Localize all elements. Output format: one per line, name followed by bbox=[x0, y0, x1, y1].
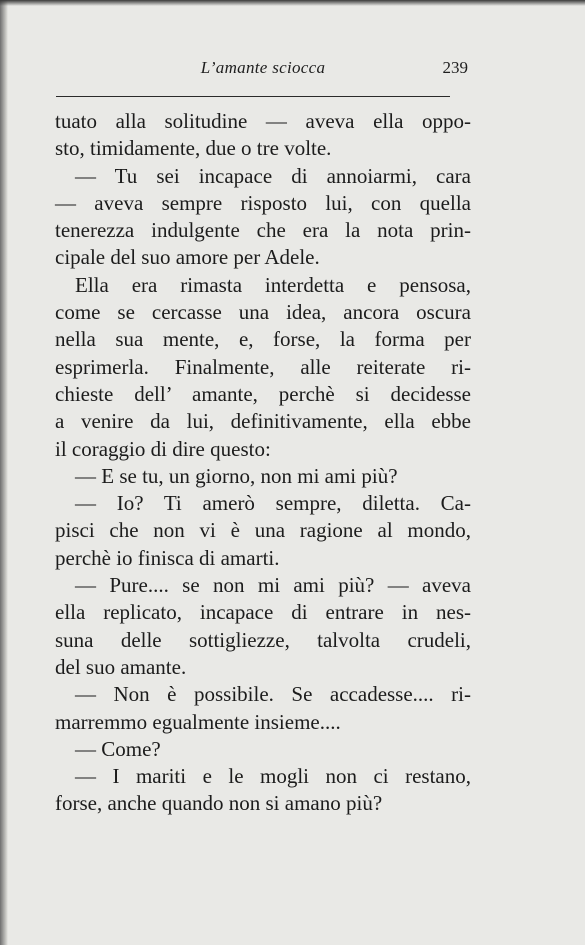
running-title: L’amante sciocca bbox=[200, 58, 326, 77]
text-line: pisci che non vi è una ragione al mondo, bbox=[55, 518, 471, 543]
text-line: tenerezza indulgente che era la nota prin- bbox=[55, 218, 471, 243]
text-line: Ella era rimasta interdetta e pensosa, bbox=[75, 272, 471, 297]
text-line: — E se tu, un giorno, non mi ami più? bbox=[75, 463, 398, 488]
page-header bbox=[56, 58, 470, 84]
text-line: del suo amante. bbox=[55, 654, 187, 679]
text-line: — Non è possibile. Se accadesse.... ri- bbox=[75, 682, 471, 707]
text-line: ella replicato, incapace di entrare in nes- bbox=[55, 600, 471, 625]
text-line: come se cercasse una idea, ancora oscura bbox=[55, 300, 471, 325]
text-line: — Pure.... se non mi ami più? — aveva bbox=[75, 573, 471, 598]
text-line: perchè io finisca di amarti. bbox=[55, 545, 280, 570]
page-number: 239 bbox=[442, 58, 468, 77]
text-line: — Tu sei incapace di annoiarmi, cara bbox=[75, 163, 471, 188]
text-line: marremmo egualmente insieme.... bbox=[55, 709, 341, 734]
header-rule bbox=[56, 96, 450, 97]
text-line: — I mariti e le mogli non ci restano, bbox=[75, 764, 471, 789]
text-line: nella sua mente, e, forse, la forma per bbox=[55, 327, 471, 352]
text-line: tuato alla solitudine — aveva ella oppo- bbox=[55, 109, 471, 133]
text-line: esprimerla. Finalmente, alle reiterate ri- bbox=[55, 354, 471, 379]
text-line: — Come? bbox=[75, 736, 161, 761]
text-line: suna delle sottigliezze, talvolta crudeli, bbox=[55, 627, 471, 652]
text-line: il coraggio di dire questo: bbox=[55, 436, 271, 461]
text-line: chieste dell’ amante, perchè si decidesse bbox=[55, 381, 471, 406]
text-line: cipale del suo amore per Adele. bbox=[55, 245, 320, 270]
text-line: — Io? Ti amerò sempre, diletta. Ca- bbox=[75, 491, 471, 516]
text-line: — aveva sempre risposto lui, con quella bbox=[55, 190, 471, 215]
text-line: a venire da lui, definitivamente, ella ebbe bbox=[55, 409, 471, 434]
text-line: forse, anche quando non si amano più? bbox=[55, 791, 383, 816]
text-line: sto, timidamente, due o tre volte. bbox=[55, 136, 332, 161]
body-text bbox=[55, 108, 471, 818]
